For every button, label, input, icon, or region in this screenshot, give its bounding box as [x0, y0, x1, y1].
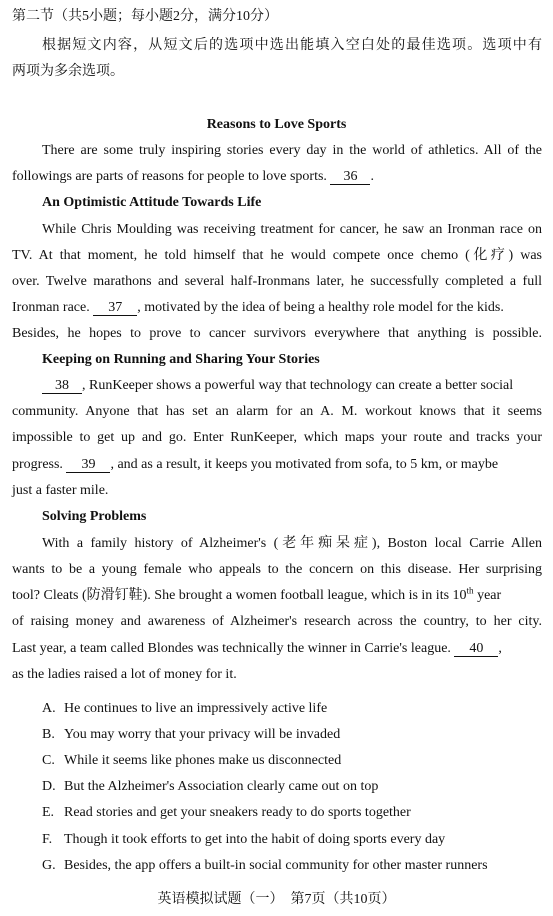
option-letter: B.	[42, 727, 55, 742]
passage-title: Reasons to Love Sports	[206, 117, 347, 132]
option-text: He continues to live an impressively active life	[64, 701, 328, 716]
instructions-line-1: 根据短文内容，从短文后的选项中选出能填入空白处的最佳选项。选项中有	[42, 38, 542, 53]
p2-line-4-start: progress.	[12, 457, 63, 472]
option-text: Besides, the app offers a built-in social community for other master runners	[64, 858, 488, 873]
p1-line-2: TV. At that moment, he told himself that he would compete once chemo (化疗) was	[12, 248, 542, 263]
option-text: But the Alzheimer's Association clearly came out on top	[64, 779, 379, 794]
option-letter: F.	[42, 832, 53, 847]
option-letter: D.	[42, 779, 56, 794]
option-text: Read stories and get your sneakers ready to do sports together	[64, 805, 411, 820]
option-a[interactable]	[42, 700, 542, 718]
intro-line-2-end: .	[370, 169, 374, 184]
blank-39[interactable]: 39	[66, 457, 110, 473]
option-g[interactable]	[42, 857, 542, 875]
p1-line-4-end: , motivated by the idea of being a healthy role model for the kids.	[137, 300, 504, 315]
p3-line-3-end: year	[473, 588, 502, 603]
p3-line-3-text: tool? Cleats (防滑钉鞋). She brought a women football league, which is in its 10	[12, 588, 467, 603]
section-header: 第二节（共5小题；每小题2分，满分10分）	[12, 9, 278, 24]
p3-line-5-text: Last year, a team called Blondes was technically the winner in Carrie's league.	[12, 641, 451, 656]
p3-line-5	[12, 640, 542, 658]
heading-keeping-running: Keeping on Running and Sharing Your Stories	[42, 352, 320, 367]
p2-line-4	[12, 456, 542, 474]
option-c[interactable]	[42, 752, 542, 770]
option-b[interactable]	[42, 726, 542, 744]
p1-line-1: While Chris Moulding was receiving treatment for cancer, he saw an Ironman race on	[42, 222, 542, 237]
p2-line-2: community. Anyone that has set an alarm for an A. M. workout knows that it seems	[12, 404, 542, 419]
option-text: While it seems like phones make us disconnected	[64, 753, 342, 768]
option-d[interactable]	[42, 778, 542, 796]
superscript-th: th	[466, 585, 474, 596]
option-f[interactable]	[42, 831, 542, 849]
page-footer: 英语模拟试题（一） 第7页（共10页）	[157, 892, 396, 907]
intro-line-2-text: followings are parts of reasons for people to love sports.	[12, 169, 327, 184]
option-letter: E.	[42, 805, 55, 820]
blank-40[interactable]: 40	[454, 641, 498, 657]
blank-37[interactable]: 37	[93, 300, 137, 316]
p2-line-3: impossible to get up and go. Enter RunKeeper, which maps your route and tracks your	[12, 430, 542, 445]
p1-line-4-start: Ironman race.	[12, 300, 90, 315]
option-text: Though it took efforts to get into the habit of doing sports every day	[64, 832, 446, 847]
p1-line-5: Besides, he hopes to prove to cancer survivors everywhere that anything is possible.	[12, 326, 542, 341]
instructions-line-2: 两项为多余选项。	[12, 64, 124, 79]
blank-36[interactable]: 36	[330, 169, 370, 185]
p3-line-2: wants to be a young female who appeals to the concern on this disease. Her surprising	[12, 562, 542, 577]
p3-line-1: With a family history of Alzheimer's (老年痴呆症), Boston local Carrie Allen	[42, 536, 542, 551]
p2-line-1-text: , RunKeeper shows a powerful way that technology can create a better social	[82, 378, 514, 393]
option-e[interactable]	[42, 804, 542, 822]
p1-line-4	[12, 299, 542, 317]
p2-line-4-end: , and as a result, it keeps you motivated from sofa, to 5 km, or maybe	[110, 457, 499, 472]
intro-line-2	[12, 168, 542, 186]
option-text: You may worry that your privacy will be invaded	[64, 727, 341, 742]
option-letter: G.	[42, 858, 56, 873]
intro-line-1: There are some truly inspiring stories every day in the world of athletics. All of the	[42, 143, 542, 158]
p3-line-3	[12, 587, 542, 605]
heading-optimistic-attitude: An Optimistic Attitude Towards Life	[42, 195, 262, 210]
p3-line-5-end: ,	[498, 641, 502, 656]
p3-line-6: as the ladies raised a lot of money for it.	[12, 667, 237, 682]
p2-line-1	[42, 377, 542, 395]
p3-line-4: of raising money and awareness of Alzheimer's research across the country, to her city.	[12, 614, 542, 629]
heading-solving-problems: Solving Problems	[42, 509, 147, 524]
blank-38[interactable]: 38	[42, 378, 82, 394]
option-letter: A.	[42, 701, 56, 716]
p1-line-3: over. Twelve marathons and several half-Ironmans later, he successfully completed a full	[12, 274, 542, 289]
option-letter: C.	[42, 753, 55, 768]
p2-line-5: just a faster mile.	[12, 483, 109, 498]
